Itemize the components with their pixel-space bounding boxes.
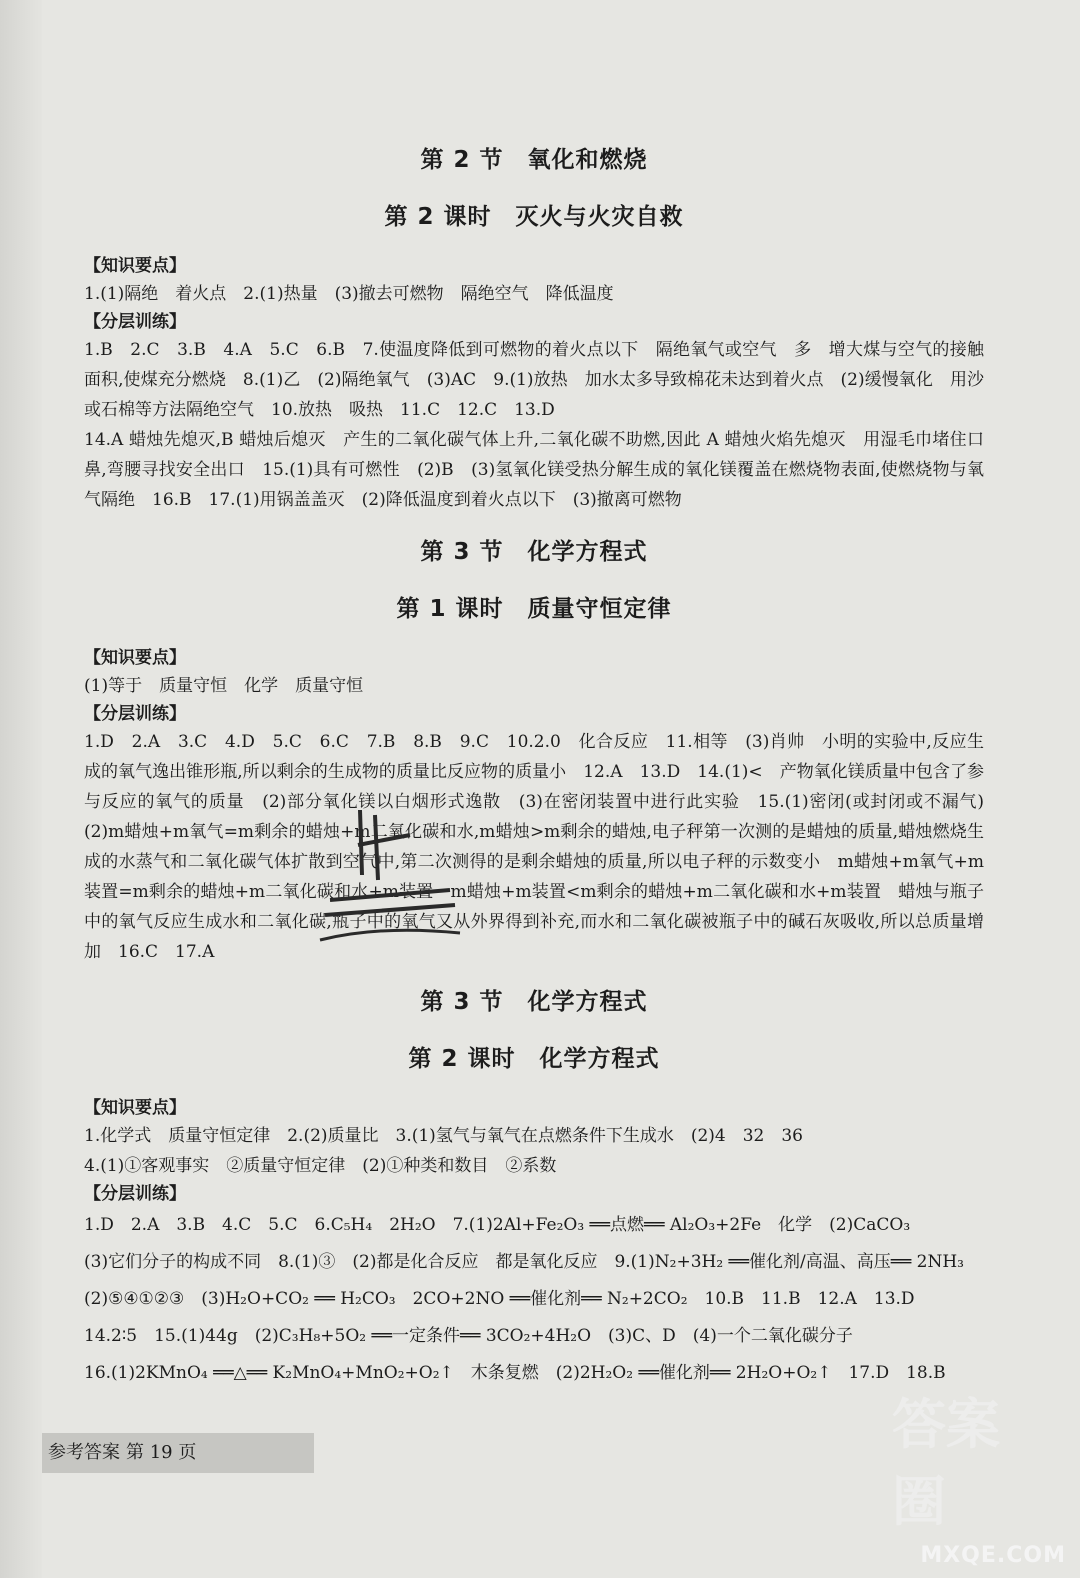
knowledge-heading: 【知识要点】	[84, 256, 186, 276]
watermark	[892, 1393, 1072, 1572]
answer-content	[84, 125, 1001, 1392]
knowledge-heading: 【知识要点】	[84, 1098, 186, 1118]
footer-page-number: 第 19 页	[126, 1442, 197, 1463]
knowledge-text: 1.化学式 质量守恒定律 2.(2)质量比 3.(1)氢气与氧气在点燃条件下生成水 (2)4 32 36	[84, 1126, 803, 1146]
training-heading: 【分层训练】	[84, 312, 186, 332]
footer-label: 参考答案	[48, 1442, 120, 1463]
training-text: 1.D 2.A 3.C 4.D 5.C 6.C 7.B 8.B 9.C 10.2.0 化合反应 11.相等 (3)肖帅 小明的实验中,反应生成的氧气逸出锥形瓶,所以剩余的生成物的质量比反应物的质量小 12.A 13.D 14.(1)< 产物氧化镁质量中包含了参与反应的氧气的质量 (2)部分氧化镁以白烟形式逸散 (3)在密闭装置中进行此实验 15.(1)密闭(或封闭或不漏气) (2)m蜡烛+m氧气=m剩余的蜡烛+m二氧化碳和水,m蜡烛>m剩余的蜡烛,电子秤第一次测的是蜡烛的质量,蜡烛燃烧生成的水蒸气和二氧化碳气体扩散到空气中,第二次测得的是剩余蜡烛的质量,所以电子秤的示数变小 m蜡烛+m氧气+m装置=m剩余的蜡烛+m二氧化碳和水+m装置 m蜡烛+m装置<m剩余的蜡烛+m二氧化碳和水+m装置 蜡烛与瓶子中的氧气反应生成水和二氧化碳,瓶子中的氧气又从外界得到补充,而水和二氧化碳被瓶子中的碱石灰吸收,所以总质量增加 16.C 17.A	[84, 732, 1001, 962]
knowledge-text: 4.(1)①客观事实 ②质量守恒定律 (2)①种类和数目 ②系数	[84, 1156, 557, 1176]
training-text: 14.A 蜡烛先熄灭,B 蜡烛后熄灭 产生的二氧化碳气体上升,二氧化碳不助燃,因此 A 蜡烛火焰先熄灭 用湿毛巾堵住口鼻,弯腰寻找安全出口 15.(1)具有可燃性 (2)B (3)氢氧化镁受热分解生成的氧化镁覆盖在燃烧物表面,使燃烧物与氧气隔绝 16.B 17.(1)用锅盖盖灭 (2)降低温度到着火点以下 (3)撤离可燃物	[84, 430, 984, 510]
book-spine-shadow	[0, 0, 42, 1578]
training-heading: 【分层训练】	[84, 704, 186, 724]
training-text: 16.(1)2KMnO₄ ══△══ K₂MnO₄+MnO₂+O₂↑ 木条复燃 (2)2H₂O₂ ══催化剂══ 2H₂O+O₂↑ 17.D 18.B	[84, 1363, 946, 1383]
section-title: 第 3 节 化学方程式	[420, 989, 648, 1015]
knowledge-block	[84, 253, 984, 515]
lesson-title: 第 2 课时 化学方程式	[408, 1046, 660, 1072]
watermark-site: MXQE.COM	[920, 1543, 1066, 1568]
knowledge-block	[84, 1095, 984, 1392]
knowledge-text: (1)等于 质量守恒 化学 质量守恒	[84, 676, 364, 696]
training-text: (3)它们分子的构成不同 8.(1)③ (2)都是化合反应 都是氧化反应 9.(1)N₂+3H₂ ══催化剂/高温、高压══ 2NH₃	[84, 1252, 964, 1272]
training-text: 1.B 2.C 3.B 4.A 5.C 6.B 7.使温度降低到可燃物的着火点以下 隔绝氧气或空气 多 增大煤与空气的接触面积,使煤充分燃烧 8.(1)乙 (2)隔绝氧气 (3)AC 9.(1)放热 加水太多导致棉花未达到着火点 (2)缓慢氧化 用沙或石棉等方法隔绝空气 10.放热 吸热 11.C 12.C 13.D	[84, 340, 984, 420]
training-text: (2)⑤④①②③ (3)H₂O+CO₂ ══ H₂CO₃ 2CO+2NO ══催化剂══ N₂+2CO₂ 10.B 11.B 12.A 13.D	[84, 1289, 915, 1309]
section-title: 第 3 节 化学方程式	[420, 539, 648, 565]
knowledge-text: 1.(1)隔绝 着火点 2.(1)热量 (3)撤去可燃物 隔绝空气 降低温度	[84, 284, 614, 304]
page-footer	[42, 1433, 314, 1473]
watermark-logo: 答案圈	[892, 1393, 1000, 1533]
lesson-title: 第 2 课时 灭火与火灾自救	[384, 204, 684, 230]
section-title: 第 2 节 氧化和燃烧	[420, 147, 648, 173]
training-heading: 【分层训练】	[84, 1184, 186, 1204]
training-text: 1.D 2.A 3.B 4.C 5.C 6.C₅H₄ 2H₂O 7.(1)2Al+Fe₂O₃ ══点燃══ Al₂O₃+2Fe 化学 (2)CaCO₃	[84, 1215, 911, 1235]
training-text: 14.2∶5 15.(1)44g (2)C₃H₈+5O₂ ══一定条件══ 3CO₂+4H₂O (3)C、D (4)一个二氧化碳分子	[84, 1326, 853, 1346]
lesson-title: 第 1 课时 质量守恒定律	[396, 596, 672, 622]
knowledge-heading: 【知识要点】	[84, 648, 186, 668]
knowledge-block	[84, 645, 1001, 967]
